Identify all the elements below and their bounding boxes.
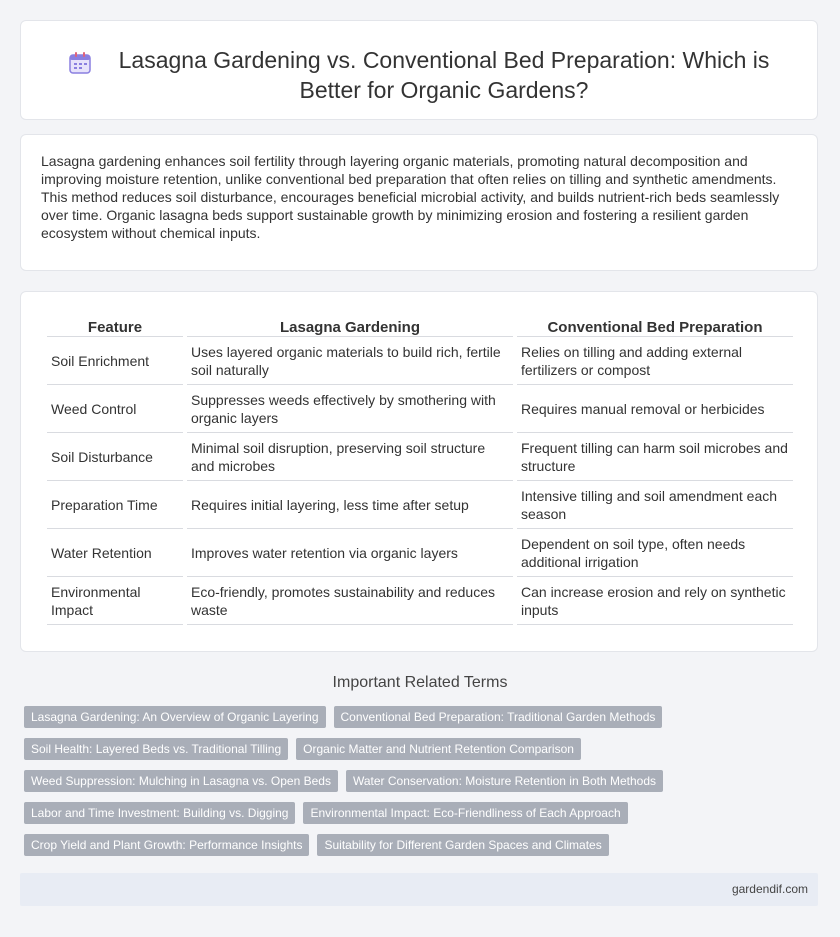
tag-row <box>24 706 804 728</box>
footer-site-link[interactable]: gardendif.com <box>731 882 808 896</box>
header-lasagna: Lasagna Gardening <box>187 314 513 337</box>
lasagna-cell: Requires initial layering, less time after setup <box>187 481 513 529</box>
conventional-cell: Can increase erosion and rely on synthetic inputs <box>517 577 793 625</box>
related-terms-title: Important Related Terms <box>332 674 508 691</box>
related-term-tag[interactable]: Lasagna Gardening: An Overview of Organic Layering <box>24 706 326 728</box>
tag-row <box>24 834 804 856</box>
conventional-cell: Relies on tilling and adding external fertilizers or compost <box>517 337 793 385</box>
intro-paragraph: Lasagna gardening enhances soil fertility through layering organic materials, promoting natural decomposition and improving moisture retention, unlike conventional bed preparation that often relies on tilling and synthetic amendments. This method reduces soil disturbance, encourages beneficial microbial activity, and builds nutrient-rich beds seamlessly over time. Organic lasagna beds support sustainable growth by minimizing erosion and fostering a resilient garden ecosystem without chemical inputs. <box>41 153 780 241</box>
lasagna-cell: Suppresses weeds effectively by smothering with organic layers <box>187 385 513 433</box>
related-term-tag[interactable]: Suitability for Different Garden Spaces and Climates <box>317 834 608 856</box>
table-row <box>47 529 793 577</box>
related-term-tag[interactable]: Labor and Time Investment: Building vs. Digging <box>24 802 295 824</box>
table-row <box>47 337 793 385</box>
related-term-tag[interactable]: Water Conservation: Moisture Retention in Both Methods <box>346 770 663 792</box>
related-term-tag[interactable]: Soil Health: Layered Beds vs. Traditional Tilling <box>24 738 288 760</box>
table-row <box>47 433 793 481</box>
related-term-tag[interactable]: Organic Matter and Nutrient Retention Comparison <box>296 738 581 760</box>
tag-row <box>24 770 804 792</box>
comparison-table <box>43 314 797 625</box>
lasagna-cell: Minimal soil disruption, preserving soil structure and microbes <box>187 433 513 481</box>
lasagna-cell: Improves water retention via organic layers <box>187 529 513 577</box>
table-row <box>47 385 793 433</box>
feature-cell: Water Retention <box>47 529 183 577</box>
tag-row <box>24 802 804 824</box>
related-term-tag[interactable]: Crop Yield and Plant Growth: Performance Insights <box>24 834 309 856</box>
conventional-cell: Intensive tilling and soil amendment each season <box>517 481 793 529</box>
tag-row <box>24 738 804 760</box>
feature-cell: Environmental Impact <box>47 577 183 625</box>
page-title: Lasagna Gardening vs. Conventional Bed Preparation: Which is Better for Organic Gardens? <box>118 47 770 103</box>
calendar-icon <box>67 50 93 76</box>
table-header-row <box>47 314 793 337</box>
header-conventional: Conventional Bed Preparation <box>517 314 793 337</box>
footer-bar <box>20 873 818 906</box>
intro-card <box>20 134 818 271</box>
related-term-tag[interactable]: Conventional Bed Preparation: Traditional Garden Methods <box>334 706 663 728</box>
conventional-cell: Dependent on soil type, often needs additional irrigation <box>517 529 793 577</box>
feature-cell: Preparation Time <box>47 481 183 529</box>
related-term-tag[interactable]: Environmental Impact: Eco-Friendliness of Each Approach <box>303 802 627 824</box>
comparison-table-card <box>20 291 818 652</box>
conventional-cell: Frequent tilling can harm soil microbes and structure <box>517 433 793 481</box>
lasagna-cell: Uses layered organic materials to build rich, fertile soil naturally <box>187 337 513 385</box>
table-row <box>47 481 793 529</box>
feature-cell: Soil Disturbance <box>47 433 183 481</box>
header-feature: Feature <box>47 314 183 337</box>
feature-cell: Weed Control <box>47 385 183 433</box>
conventional-cell: Requires manual removal or herbicides <box>517 385 793 433</box>
header-card <box>20 20 818 120</box>
related-term-tag[interactable]: Weed Suppression: Mulching in Lasagna vs. Open Beds <box>24 770 338 792</box>
related-terms-list <box>24 706 804 866</box>
table-row <box>47 577 793 625</box>
lasagna-cell: Eco-friendly, promotes sustainability and reduces waste <box>187 577 513 625</box>
feature-cell: Soil Enrichment <box>47 337 183 385</box>
